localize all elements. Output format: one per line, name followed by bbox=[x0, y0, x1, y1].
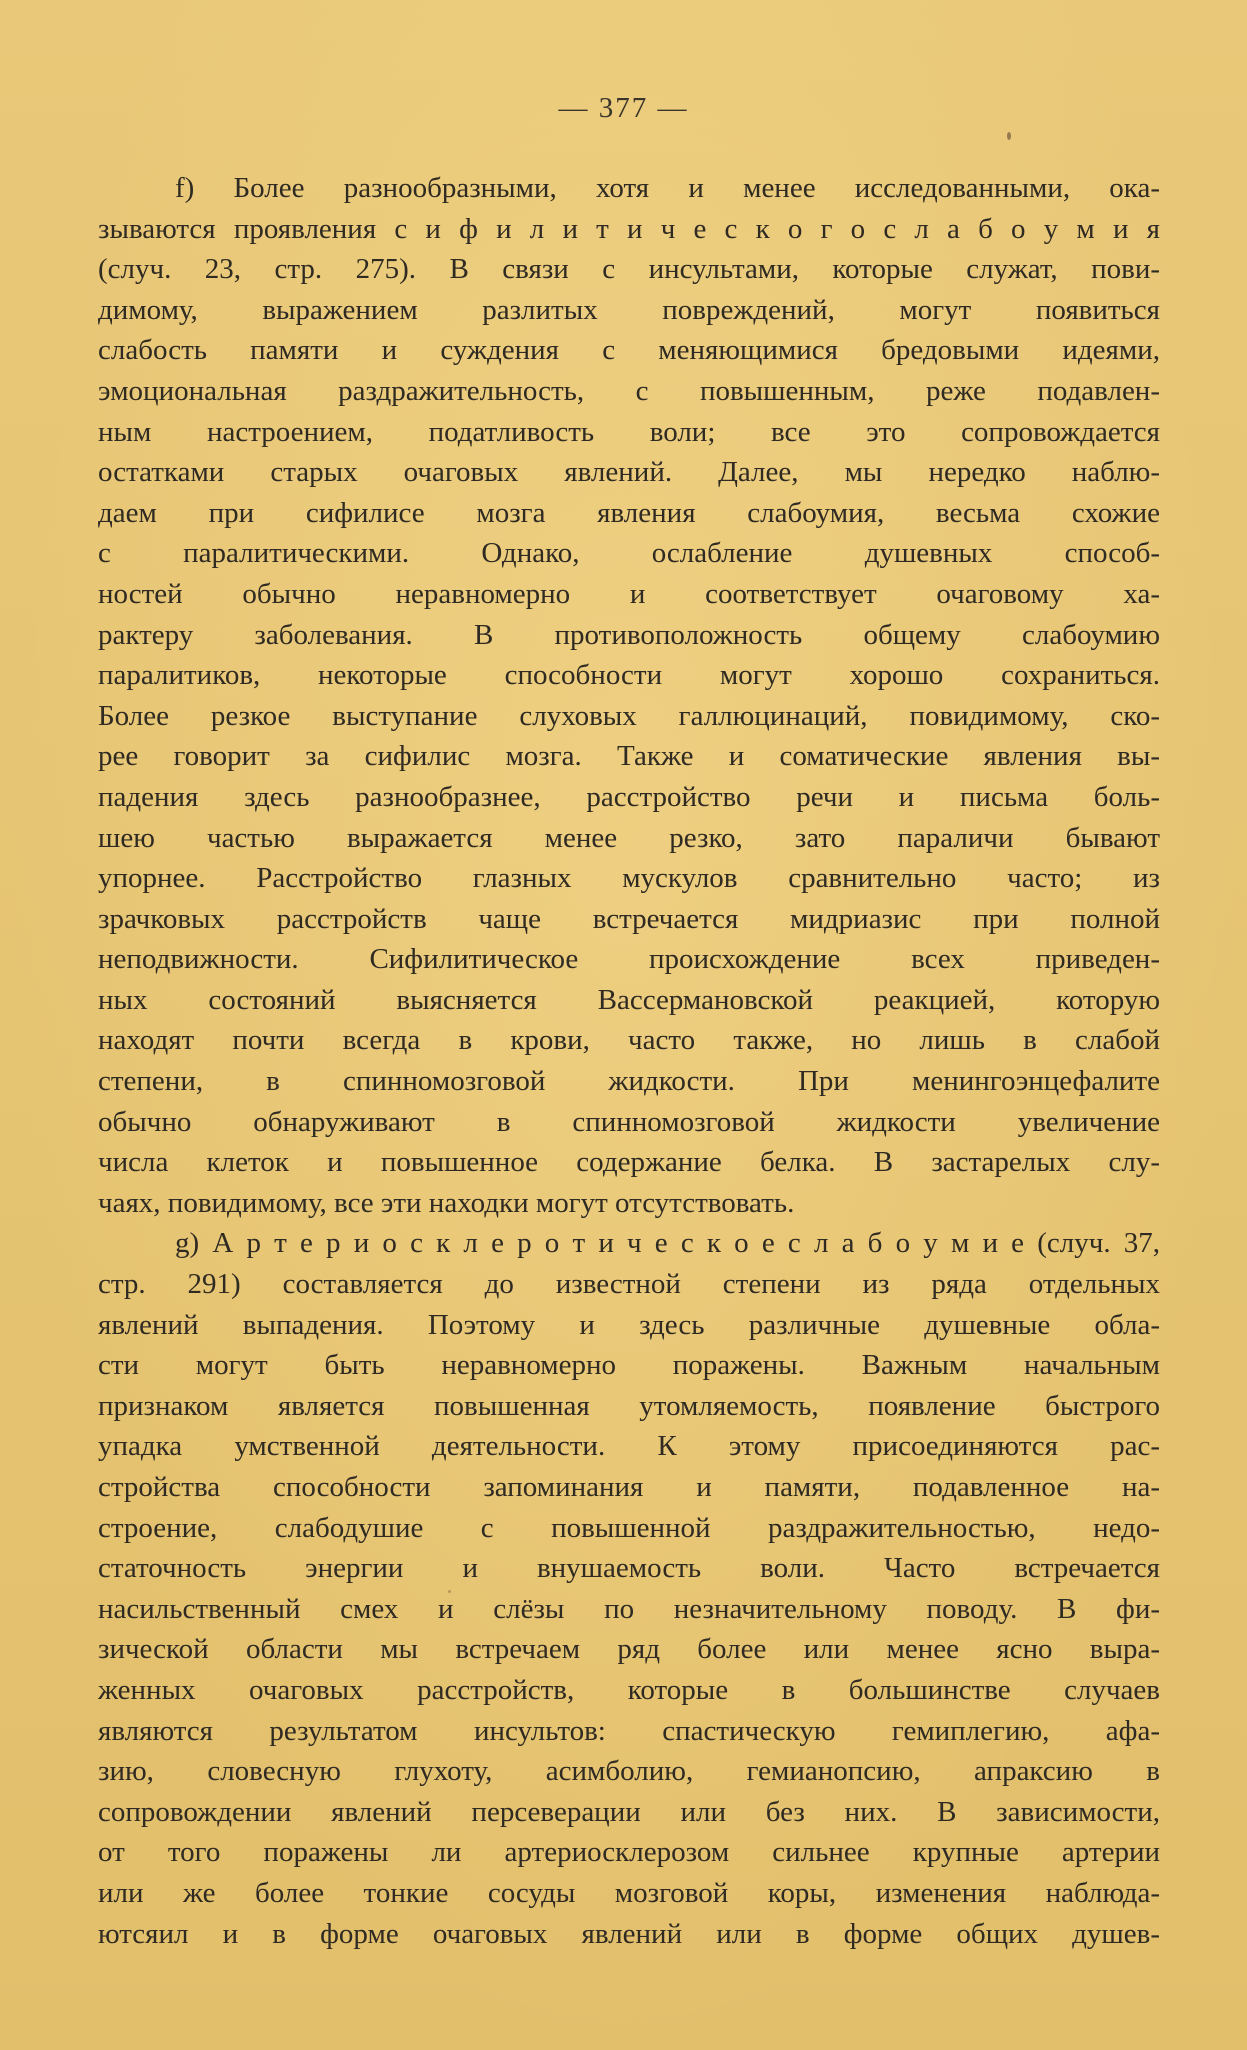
text-line: стр. 291) составляется до известной степени из ряда отдельных bbox=[98, 1268, 1160, 1301]
text-line: или же более тонкие сосуды мозговой коры, изменения наблюда- bbox=[98, 1876, 1160, 1909]
text-line: рактеру заболевания. В противоположность общему слабоумию bbox=[98, 618, 1160, 651]
body-text bbox=[98, 168, 1160, 1954]
text-line: являются результатом инсультов: спастическую гемиплегию, афа- bbox=[98, 1714, 1160, 1747]
text-line: ютсяил и в форме очаговых явлений или в форме общих душев- bbox=[98, 1917, 1160, 1950]
text-line: g) А р т е р и о с к л е р о т и ч е с к о е с л а б о у м и е (случ. 37, bbox=[175, 1227, 1160, 1260]
text-line: ных состояний выясняется Вассермановской реакцией, которую bbox=[98, 983, 1160, 1016]
text-line: упорнее. Расстройство глазных мускулов сравнительно часто; из bbox=[98, 862, 1160, 895]
text-line: стройства способности запоминания и памяти, подавленное на- bbox=[98, 1471, 1160, 1503]
text-line: сопровождении явлений персеверации или без них. В зависимости, bbox=[98, 1795, 1160, 1828]
text-line: рее говорит за сифилис мозга. Также и соматические явления вы- bbox=[98, 740, 1160, 773]
text-line: шею частью выражается менее резко, зато параличи бывают bbox=[98, 821, 1160, 854]
text-line: даем при сифилисе мозга явления слабоумия, весьма схожие bbox=[98, 496, 1160, 529]
text-line: (случ. 23, стр. 275). В связи с инсультами, которые служат, пови- bbox=[98, 253, 1160, 286]
text-line: ностей обычно неравномерно и соответствует очаговому ха- bbox=[98, 577, 1160, 610]
text-line: чаях, повидимому, все эти находки могут отсутствовать. bbox=[98, 1186, 795, 1219]
text-line: обычно обнаруживают в спинномозговой жидкости увеличение bbox=[98, 1105, 1160, 1138]
text-line: от того поражены ли артериосклерозом сильнее крупные артерии bbox=[98, 1836, 1160, 1869]
text-line: зической области мы встречаем ряд более или менее ясно выра- bbox=[98, 1633, 1160, 1666]
text-line: димому, выражением разлитых повреждений, могут появиться bbox=[98, 293, 1160, 326]
paper-speck bbox=[1007, 132, 1011, 140]
text-line: паралитиков, некоторые способности могут хорошо сохраниться. bbox=[98, 659, 1160, 692]
text-line: признаком является повышенная утомляемость, появление быстрого bbox=[98, 1389, 1160, 1422]
paper-speck bbox=[448, 1590, 451, 1593]
text-line: падения здесь разнообразнее, расстройство речи и письма боль- bbox=[98, 780, 1160, 813]
text-line: упадка умственной деятельности. К этому присоединяются рас- bbox=[98, 1430, 1160, 1463]
text-line: степени, в спинномозговой жидкости. При менингоэнцефалите bbox=[98, 1065, 1160, 1098]
text-line: Более резкое выступание слуховых галлюцинаций, повидимому, ско- bbox=[98, 699, 1160, 732]
text-line: ным настроением, податливость воли; все это сопровождается bbox=[98, 415, 1160, 448]
text-line: эмоциональная раздражительность, с повышенным, реже подавлен- bbox=[98, 374, 1160, 407]
text-line: неподвижности. Сифилитическое происхождение всех приведен- bbox=[98, 943, 1160, 976]
text-line: слабость памяти и суждения с меняющимися бредовыми идеями, bbox=[98, 334, 1160, 367]
text-line: статочность энергии и внушаемость воли. Часто встречается bbox=[98, 1552, 1160, 1585]
text-line: зрачковых расстройств чаще встречается мидриазис при полной bbox=[98, 902, 1160, 935]
text-line: зываются проявления с и ф и л и т и ч е с к о г о с л а б о у м и я bbox=[98, 212, 1160, 245]
text-line: женных очаговых расстройств, которые в большинстве случаев bbox=[98, 1673, 1160, 1706]
text-line: f) Более разнообразными, хотя и менее исследованными, ока- bbox=[175, 172, 1160, 204]
text-line: зию, словесную глухоту, асимболию, гемианопсию, апраксию в bbox=[98, 1755, 1160, 1788]
page-number: — 377 — bbox=[558, 92, 689, 124]
text-line: сти могут быть неравномерно поражены. Важным начальным bbox=[98, 1349, 1160, 1382]
text-line: находят почти всегда в крови, часто также, но лишь в слабой bbox=[98, 1024, 1160, 1057]
text-line: насильственный смех и слёзы по незначительному поводу. В фи- bbox=[98, 1592, 1160, 1625]
text-line: строение, слабодушие с повышенной раздражительностью, недо- bbox=[98, 1511, 1160, 1544]
text-line: остатками старых очаговых явлений. Далее, мы нередко наблю- bbox=[98, 456, 1160, 489]
text-line: явлений выпадения. Поэтому и здесь различные душевные обла- bbox=[98, 1308, 1160, 1341]
text-line: числа клеток и повышенное содержание белка. В застарелых слу- bbox=[98, 1146, 1160, 1179]
text-line: с паралитическими. Однако, ослабление душевных способ- bbox=[98, 537, 1160, 570]
